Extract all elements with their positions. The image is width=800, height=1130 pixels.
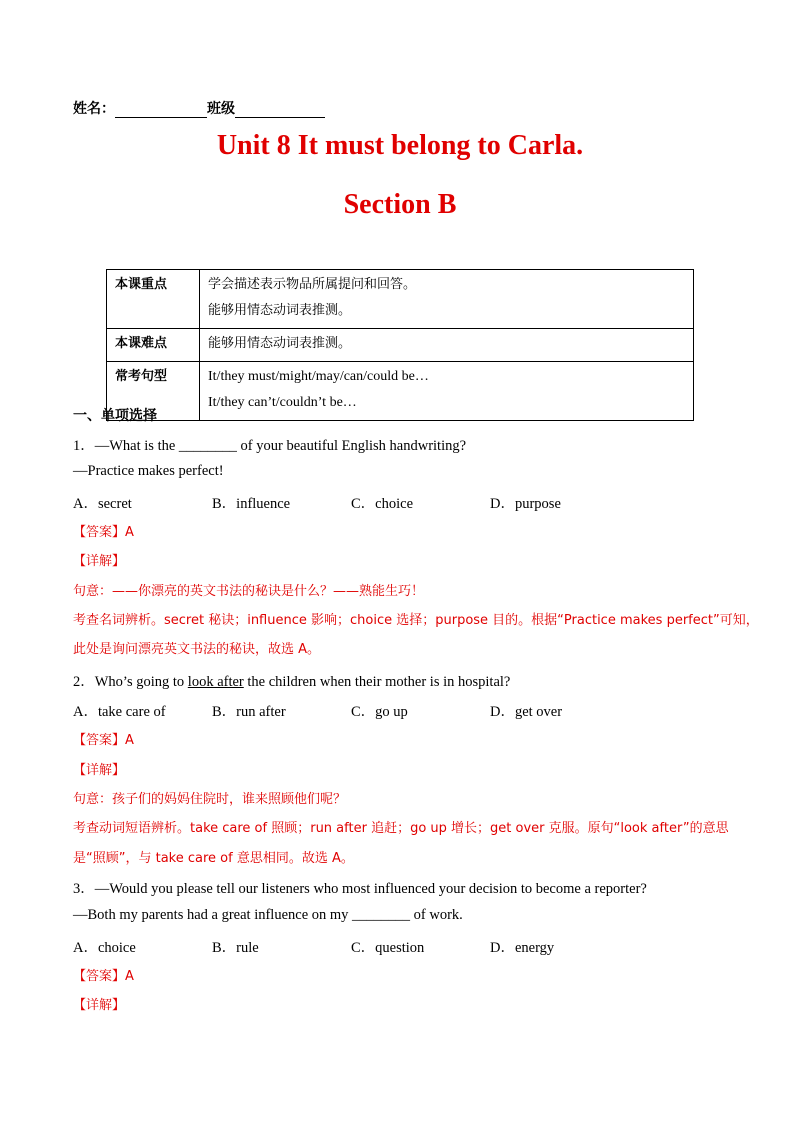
lesson-info-table [106, 269, 694, 421]
q2-option-c: C．go up [351, 704, 408, 720]
section-heading: 一、单项选择 [73, 408, 157, 424]
q2-option-b: B．run after [212, 704, 286, 720]
q2-answer: 【答案】A [73, 733, 134, 748]
row-key: 本课重点 [107, 270, 200, 329]
class-blank[interactable] [235, 103, 325, 118]
section-title: Section B [343, 189, 457, 220]
question-3-reply: —Both my parents had a great influence on my ________ of work. [73, 907, 463, 923]
q2-detail-label: 【详解】 [73, 763, 126, 778]
q1-detail-line: 此处是询问漂亮英文书法的秘诀，故选 A。 [73, 642, 321, 657]
q2-option-a: A．take care of [73, 704, 166, 720]
table-row [107, 329, 694, 362]
q3-detail-label: 【详解】 [73, 998, 126, 1013]
unit-title: Unit 8 It must belong to Carla. [216, 130, 584, 161]
q1-option-a: A．secret [73, 496, 132, 512]
q1-answer: 【答案】A [73, 525, 134, 540]
q1-option-b: B．influence [212, 496, 291, 512]
q1-detail-line: 句意：——你漂亮的英文书法的秘诀是什么？——熟能生巧！ [73, 584, 425, 599]
q2-detail-line: 句意：孩子们的妈妈住院时，谁来照顾他们呢？ [73, 792, 347, 807]
row-key: 本课难点 [107, 329, 200, 362]
question-1-stem: 1．—What is the ________ of your beautiful English handwriting? [73, 438, 467, 454]
name-class-line [73, 98, 325, 118]
q2-detail-line: 考查动词短语辨析。take care of 照顾；run after 追赶；go up 增长；get over 克服。原句“look after”的意思 [73, 821, 729, 836]
q3-option-b: B．rule [212, 940, 259, 956]
q2-detail-line: 是“照顾”，与 take care of 意思相同。故选 A。 [73, 851, 354, 866]
q3-option-d: D．energy [490, 940, 555, 956]
question-1-reply: —Practice makes perfect! [73, 463, 224, 479]
q1-detail-label: 【详解】 [73, 554, 126, 569]
question-3-stem: 3．—Would you please tell our listeners who most influenced your decision to become a reporter? [73, 881, 647, 897]
q3-answer: 【答案】A [73, 969, 134, 984]
q3-option-a: A．choice [73, 940, 136, 956]
table-row [107, 270, 694, 329]
q1-option-c: C．choice [351, 496, 414, 512]
name-blank[interactable] [115, 103, 207, 118]
q3-option-c: C．question [351, 940, 425, 956]
class-label: 班级 [207, 101, 235, 117]
question-2-stem: 2．Who’s going to look after the children when their mother is in hospital? [73, 674, 511, 690]
row-key: 常考句型 [107, 362, 200, 421]
q2-option-d: D．get over [490, 704, 563, 720]
q1-detail-line: 考查名词辨析。secret 秘诀；influence 影响；choice 选择；purpose 目的。根据“Practice makes perfect”可知， [73, 613, 759, 628]
row-value: It/they must/might/may/can/could be… It/they can’t/couldn’t be… [200, 362, 694, 421]
row-value: 能够用情态动词表推测。 [200, 329, 694, 362]
table-row [107, 362, 694, 421]
name-label: 姓名： [73, 101, 115, 117]
row-value: 学会描述表示物品所属提问和回答。 能够用情态动词表推测。 [200, 270, 694, 329]
underlined-phrase: look after [187, 674, 244, 690]
q1-option-d: D．purpose [490, 496, 561, 512]
